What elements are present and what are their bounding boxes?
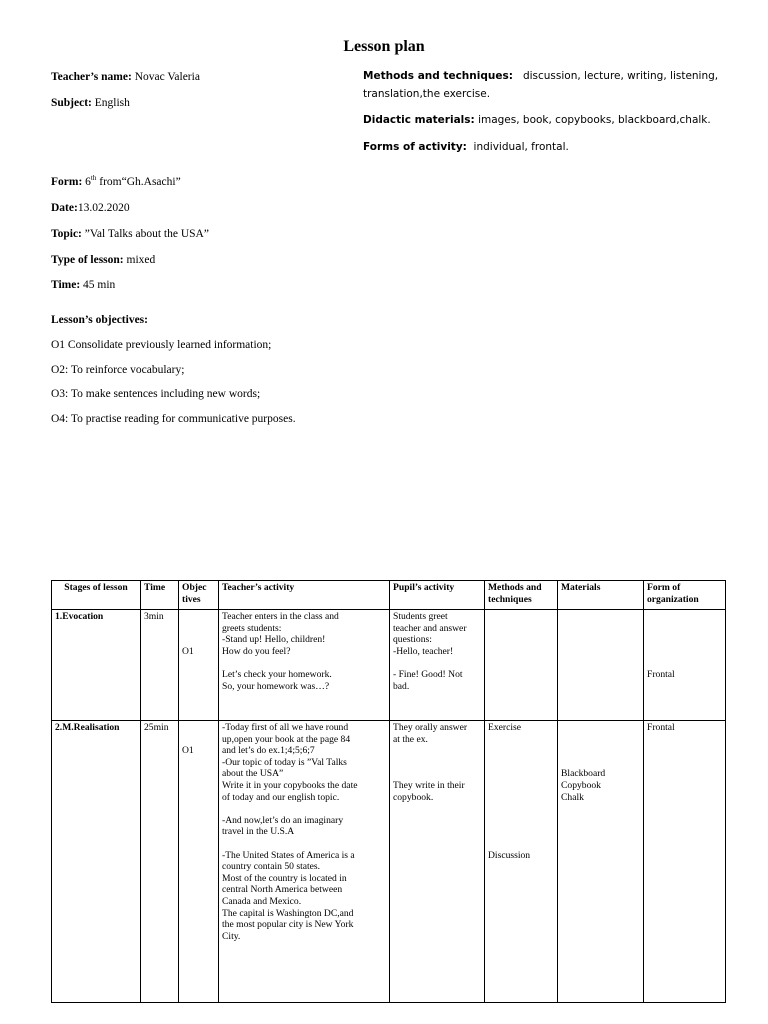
cell-line: the most popular city is New York xyxy=(222,919,354,931)
cell-line xyxy=(647,611,722,623)
materials-line xyxy=(363,111,711,129)
cell-line xyxy=(488,803,554,815)
teacher-activity-cell xyxy=(219,610,390,721)
methods-value-1: discussion, lecture, writing, listening, xyxy=(522,70,719,82)
cell-line xyxy=(182,611,215,623)
cell-line xyxy=(393,745,481,757)
time-line xyxy=(51,279,115,291)
cell-line: They orally answer xyxy=(393,722,468,733)
header-methods: Methods and techniques xyxy=(485,581,558,610)
form-number: 6 xyxy=(85,176,91,188)
cell-line: The capital is Washington DC,and xyxy=(222,907,354,919)
pupil-activity-cell xyxy=(390,721,485,1003)
table-row xyxy=(52,610,726,721)
cell-line: Blackboard xyxy=(561,768,606,780)
cell-line: about the USA” xyxy=(222,768,284,780)
cell-line: -Today first of all we have round xyxy=(222,722,349,733)
date-label: Date: xyxy=(51,202,78,214)
form-ordinal-suffix: th xyxy=(90,174,97,183)
cell-line: They write in their xyxy=(393,779,465,791)
cell-line: at the ex. xyxy=(393,733,428,745)
methods-label: Methods and techniques: xyxy=(363,70,513,82)
cell-line xyxy=(561,722,640,734)
methods-block xyxy=(363,67,733,103)
materials-label: Didactic materials: xyxy=(363,114,475,126)
date-value: 13.02.2020 xyxy=(77,202,130,214)
time-cell: 25min xyxy=(141,721,179,1003)
cell-line: Exercise xyxy=(488,722,522,733)
lesson-type-label: Type of lesson: xyxy=(51,254,124,266)
methods-value-2: translation,the exercise. xyxy=(363,88,491,100)
cell-line xyxy=(488,734,554,746)
cell-line: copybook. xyxy=(393,791,434,803)
subject-line xyxy=(51,97,130,109)
pupil-activity-cell xyxy=(390,610,485,721)
cell-line xyxy=(182,634,215,646)
methods-cell xyxy=(485,721,558,1003)
cell-line xyxy=(647,657,722,669)
cell-line: O1 xyxy=(182,745,194,757)
materials-cell xyxy=(558,721,644,1003)
cell-line: Chalk xyxy=(561,791,584,803)
cell-line: O1 xyxy=(182,645,194,657)
cell-line: bad. xyxy=(393,680,410,692)
time-value: 45 min xyxy=(83,279,116,291)
cell-line: -Our topic of today is ”Val Talks xyxy=(222,756,347,768)
cell-line xyxy=(393,657,481,669)
methods-cell xyxy=(485,610,558,721)
cell-line: Most of the country is located in xyxy=(222,872,347,884)
header-teacher-activity: Teacher’s activity xyxy=(219,581,390,610)
subject-value: English xyxy=(94,97,130,109)
cell-line: questions: xyxy=(393,634,432,646)
cell-line: -The United States of America is a xyxy=(222,849,355,861)
lesson-type-value: mixed xyxy=(126,254,156,266)
cell-line xyxy=(561,734,640,746)
cell-line: Frontal xyxy=(647,722,675,733)
cell-line xyxy=(222,803,386,815)
materials-cell xyxy=(558,610,644,721)
teacher-name-line xyxy=(51,71,200,83)
cell-line xyxy=(222,838,386,850)
cell-line xyxy=(488,611,554,623)
cell-line: Copybook xyxy=(561,779,601,791)
cell-line: -And now,let’s do an imaginary xyxy=(222,814,344,826)
cell-line: - Fine! Good! Not xyxy=(393,668,463,680)
form-of-organization-cell xyxy=(644,721,726,1003)
cell-line xyxy=(488,768,554,780)
header-pupil-activity: Pupil’s activity xyxy=(390,581,485,610)
cell-line: So, your homework was…? xyxy=(222,680,330,692)
forms-line xyxy=(363,138,569,156)
cell-line: -Hello, teacher! xyxy=(393,645,454,657)
form-label: Form: xyxy=(51,176,83,188)
header-stages: Stages of lesson xyxy=(52,581,141,610)
cell-line xyxy=(561,611,640,623)
header-form-of-organization: Form of organization xyxy=(644,581,726,610)
cell-line xyxy=(647,634,722,646)
topic-label: Topic: xyxy=(51,228,82,240)
cell-line xyxy=(393,757,481,769)
topic-line xyxy=(51,228,209,240)
cell-line xyxy=(488,745,554,757)
time-cell: 3min xyxy=(141,610,179,721)
cell-line xyxy=(488,757,554,769)
stage-cell: 1.Evocation xyxy=(52,610,141,721)
cell-line: greets students: xyxy=(222,622,282,634)
cell-line: up,open your book at the page 84 xyxy=(222,733,351,745)
cell-line: Let’s check your homework. xyxy=(222,668,332,680)
cell-line: Write it in your copybooks the date xyxy=(222,779,358,791)
cell-line xyxy=(488,826,554,838)
header-time: Time xyxy=(141,581,179,610)
topic-value: ”Val Talks about the USA” xyxy=(84,228,209,240)
cell-line: of today and our english topic. xyxy=(222,791,340,803)
teacher-activity-cell xyxy=(219,721,390,1003)
materials-value: images, book, copybooks, blackboard,chalk. xyxy=(478,114,711,126)
cell-line: Teacher enters in the class and xyxy=(222,611,339,622)
table-row xyxy=(52,721,726,1003)
cell-line: Frontal xyxy=(647,668,675,680)
cell-line: How do you feel? xyxy=(222,645,291,657)
cell-line xyxy=(561,745,640,757)
time-label: Time: xyxy=(51,279,81,291)
cell-line: Canada and Mexico. xyxy=(222,895,302,907)
cell-line xyxy=(488,815,554,827)
cell-line: Students greet xyxy=(393,611,448,622)
objective-1: O1 Consolidate previously learned information; xyxy=(51,339,272,351)
form-of-organization-cell xyxy=(644,610,726,721)
stage-cell: 2.M.Realisation xyxy=(52,721,141,1003)
cell-line xyxy=(561,757,640,769)
lesson-type-line xyxy=(51,254,155,266)
cell-line xyxy=(647,623,722,635)
page-title: Lesson plan xyxy=(343,38,425,55)
header-objectives: Objec tives xyxy=(179,581,219,610)
form-line xyxy=(51,176,181,188)
objectives-cell xyxy=(179,610,219,721)
objective-2: O2: To reinforce vocabulary; xyxy=(51,364,185,376)
cell-line: -Stand up! Hello, children! xyxy=(222,634,326,646)
teacher-name-value: Novac Valeria xyxy=(134,71,200,83)
cell-line xyxy=(182,722,215,734)
cell-line: country contain 50 states. xyxy=(222,861,321,873)
cell-line xyxy=(222,657,386,669)
subject-label: Subject: xyxy=(51,97,92,109)
cell-line xyxy=(182,623,215,635)
cell-line xyxy=(488,838,554,850)
cell-line: travel in the U.S.A xyxy=(222,826,295,838)
forms-value: individual, frontal. xyxy=(473,141,569,153)
cell-line xyxy=(182,734,215,746)
cell-line: central North America between xyxy=(222,884,343,896)
cell-line xyxy=(393,768,481,780)
cell-line xyxy=(488,792,554,804)
cell-line xyxy=(488,780,554,792)
cell-line: and let’s do ex.1;4;5;6;7 xyxy=(222,745,315,757)
objective-4: O4: To practise reading for communicative purposes. xyxy=(51,413,296,425)
cell-line: Discussion xyxy=(488,849,531,861)
table-header-row xyxy=(52,581,726,610)
forms-label: Forms of activity: xyxy=(363,141,467,153)
cell-line: teacher and answer xyxy=(393,622,467,634)
objectives-label: Lesson’s objectives: xyxy=(51,314,148,326)
cell-line: City. xyxy=(222,930,241,942)
objectives-cell xyxy=(179,721,219,1003)
date-line xyxy=(51,202,130,214)
form-school: from“Gh.Asachi” xyxy=(99,176,181,188)
header-materials: Materials xyxy=(558,581,644,610)
lesson-table xyxy=(51,580,726,1003)
methods-line-1 xyxy=(363,67,733,85)
objective-3: O3: To make sentences including new words; xyxy=(51,388,261,400)
cell-line xyxy=(647,646,722,658)
teacher-name-label: Teacher’s name: xyxy=(51,71,132,83)
